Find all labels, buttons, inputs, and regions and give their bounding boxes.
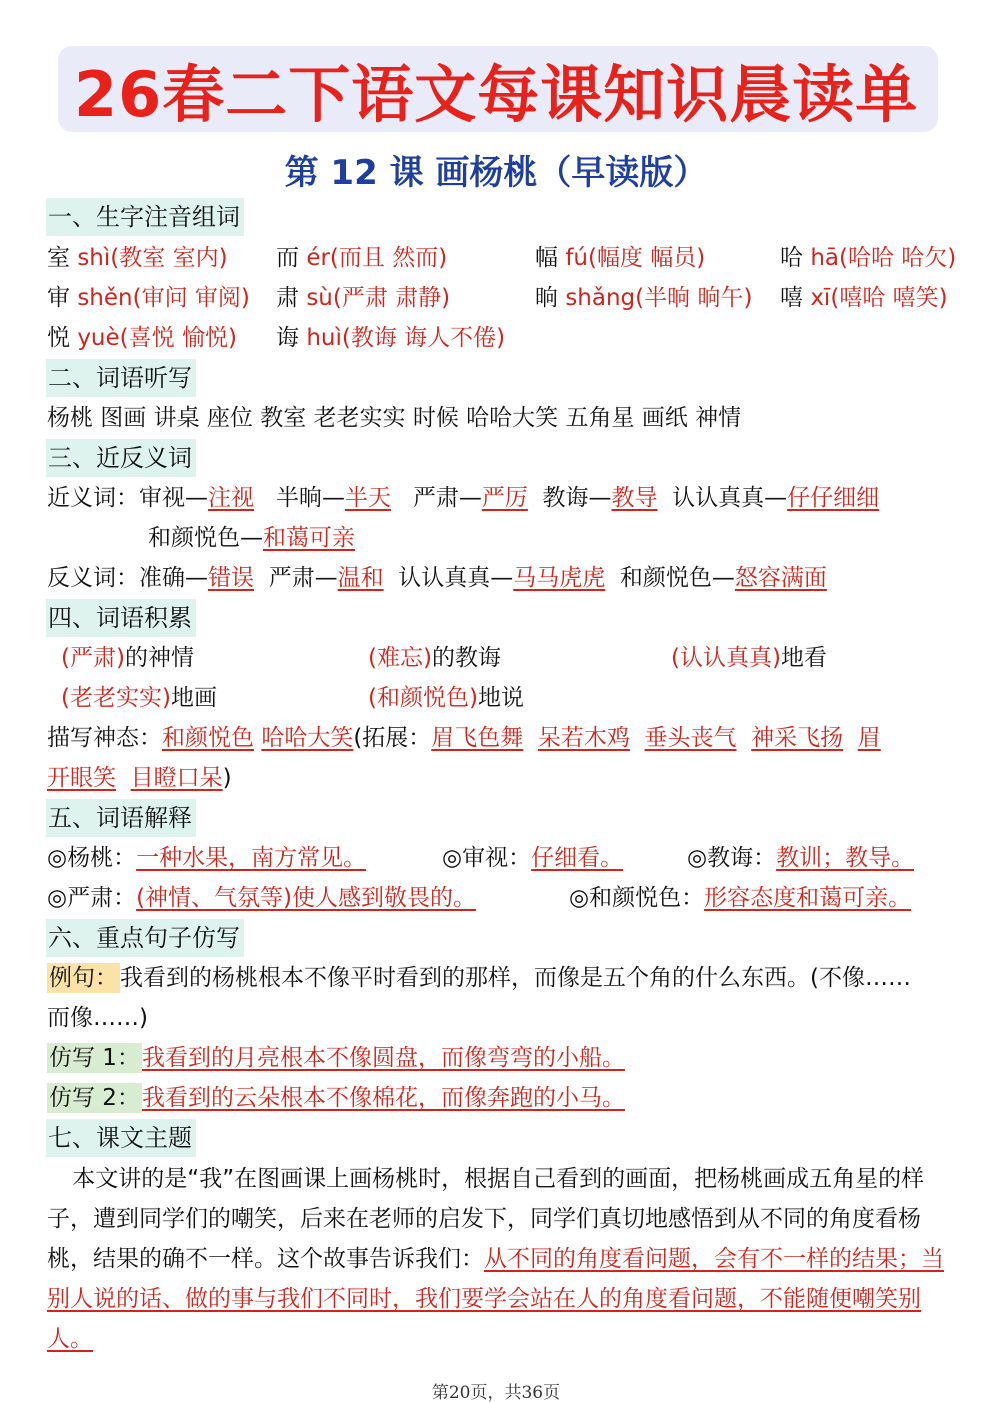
char-entry: 而 ér(而且 然而) [276, 245, 448, 271]
explain-item: ◎教诲：教训；教导。 [687, 845, 915, 871]
imitate-tag: 仿写 2： [49, 1085, 140, 1111]
accum-row [47, 679, 947, 717]
char-row [47, 319, 967, 357]
char-entry: 肃 sù(严肃 肃静) [276, 285, 451, 311]
example-sentence-cont: 而像……) [47, 1005, 148, 1031]
dictation-words: 杨桃 图画 讲桌 座位 教室 老老实实 时候 哈哈大笑 五角星 画纸 神情 [47, 405, 742, 431]
imitate-sentence: 仿写 2：我看到的云朵根本不像棉花，而像奔跑的小马。 [49, 1085, 625, 1111]
section-heading: 一、生字注音组词 [46, 198, 244, 236]
char-entry: 晌 shǎng(半晌 晌午) [535, 285, 753, 311]
accum-item: (认认真真)地看 [671, 645, 827, 671]
accum-item: (严肃)的神情 [61, 645, 194, 671]
section-heading: 四、词语积累 [46, 599, 196, 637]
char-entry: 哈 hā(哈哈 哈欠) [780, 245, 957, 271]
char-entry: 嘻 xī(嘻哈 嘻笑) [780, 285, 948, 311]
title-banner [58, 46, 938, 132]
imitate-tag: 仿写 1： [49, 1045, 140, 1071]
theme-paragraph: 本文讲的是“我”在图画课上画杨桃时，根据自己看到的画面，把杨桃画成五角星的样子，遭到同学们的嘲笑，后来在老师的启发下，同学们真切地感悟到从不同的角度看杨桃，结果的确不一样。这个故事告诉我们：从不同的角度看问题，会有不一样的结果；当别人说的话、做的事与我们不同时，我们要学会站在人的角度看问题，不能随便嘲笑别人。 [47, 1166, 944, 1352]
explain-item: ◎审视：仔细看。 [442, 845, 624, 871]
title-part1: 26春二下语文 [74, 57, 478, 131]
section-heading: 五、词语解释 [46, 799, 196, 837]
lesson-title: 第 12 课 画杨桃（早读版） [284, 153, 708, 193]
char-row [47, 279, 967, 317]
explain-item: ◎和颜悦色：形容态度和蔼可亲。 [569, 885, 912, 911]
imitate-sentence: 仿写 1：我看到的月亮根本不像圆盘，而像弯弯的小船。 [49, 1045, 625, 1071]
explain-row [47, 839, 947, 877]
char-entry: 室 shì(教室 室内) [47, 245, 228, 271]
antonym-row: 反义词：准确—错误 严肃—温和 认认真真—马马虎虎 和颜悦色—怒容满面 [47, 565, 827, 591]
example-sentence: 例句：我看到的杨桃根本不像平时看到的那样，而像是五个角的什么东西。(不像…… [49, 965, 911, 991]
accum-item: (老老实实)地画 [61, 685, 217, 711]
section-heading: 三、近反义词 [46, 439, 196, 477]
section-heading: 二、词语听写 [46, 359, 196, 397]
describe-row: 描写神态：和颜悦色 哈哈大笑(拓展：眉飞色舞 呆若木鸡 垂头丧气 神采飞扬 眉 [47, 725, 881, 751]
example-tag: 例句： [49, 965, 118, 991]
accum-item: (难忘)的教诲 [368, 645, 501, 671]
describe-row: 开眼笑 目瞪口呆) [47, 765, 232, 791]
explain-row [47, 879, 947, 917]
page-number: 第20页，共36页 [431, 1383, 561, 1403]
char-entry: 幅 fú(幅度 幅员) [535, 245, 706, 271]
synonym-row: 和颜悦色—和蔼可亲 [148, 525, 355, 551]
section-heading: 六、重点句子仿写 [46, 919, 244, 957]
explain-item: ◎杨桃：一种水果，南方常见。 [47, 845, 367, 871]
synonym-row: 近义词：审视—注视 半晌—半天 严肃—严厉 教诲—教导 认认真真—仔仔细细 [47, 485, 880, 511]
explain-item: ◎严肃：(神情、气氛等)使人感到敬畏的。 [47, 885, 477, 911]
char-row [47, 239, 967, 277]
accum-item: (和颜悦色)地说 [368, 685, 524, 711]
char-entry: 审 shěn(审问 审阅) [47, 285, 250, 311]
section-heading: 七、课文主题 [46, 1119, 196, 1157]
char-entry: 悦 yuè(喜悦 愉悦) [47, 325, 237, 351]
char-entry: 诲 huì(教诲 诲人不倦) [276, 325, 506, 351]
title-part2: 每课知识晨读单 [477, 57, 919, 131]
accum-row [47, 639, 947, 677]
